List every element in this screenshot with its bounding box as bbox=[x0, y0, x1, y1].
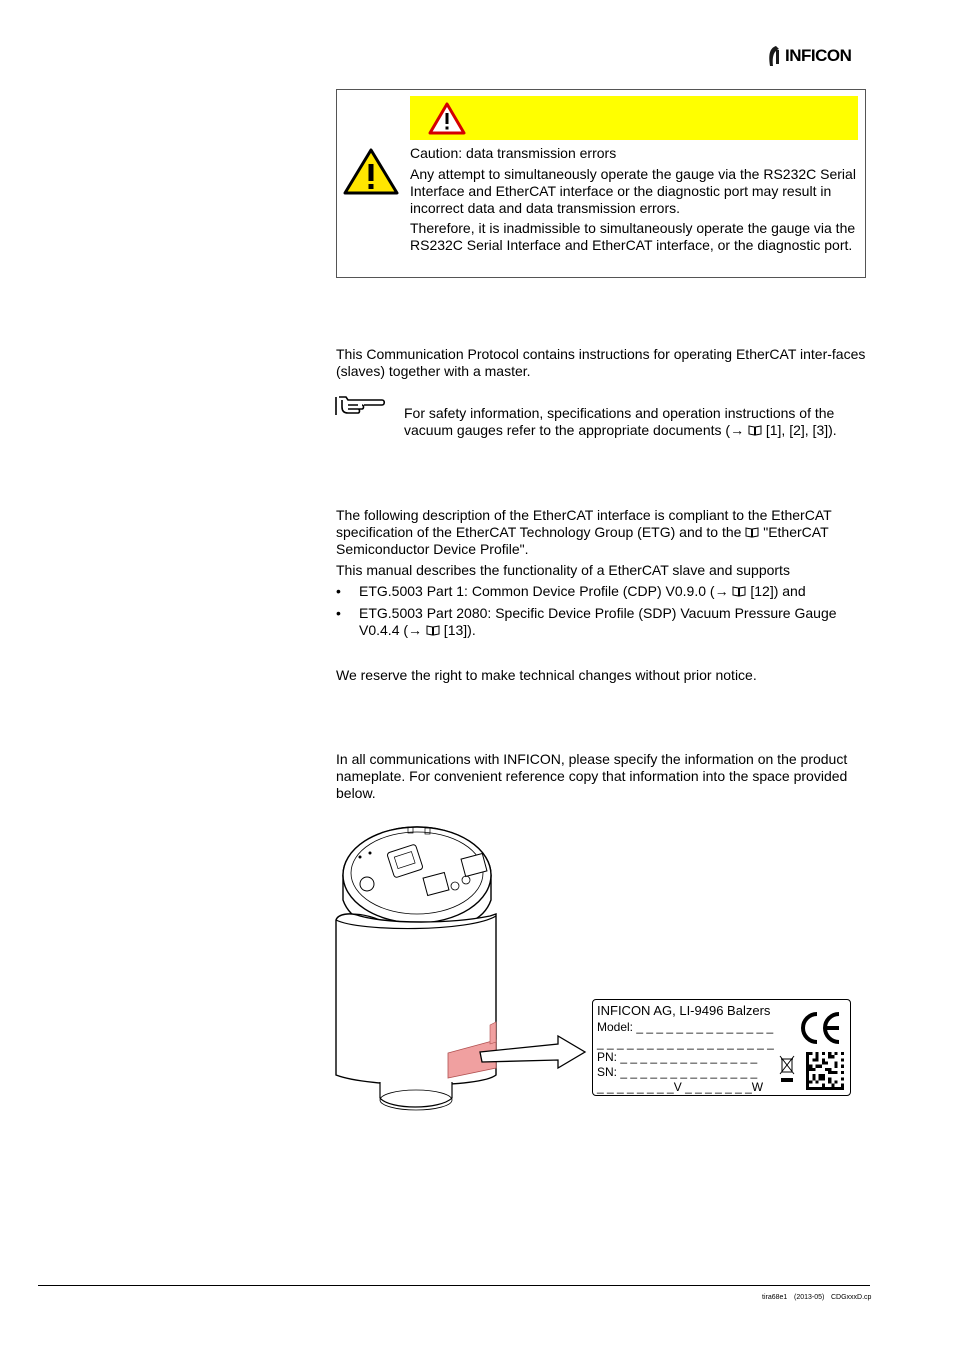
bullet-icon: • bbox=[336, 605, 341, 621]
datamatrix-code-icon bbox=[806, 1052, 844, 1090]
inficon-logo bbox=[766, 44, 851, 68]
inficon-mark-icon bbox=[766, 44, 782, 68]
sn-blank: _ _ _ _ _ _ _ _ _ _ _ _ _ _ bbox=[620, 1065, 758, 1079]
caution-title: Caution: data transmission errors bbox=[410, 145, 617, 161]
nameplate-model-row bbox=[597, 1020, 773, 1034]
book-icon bbox=[745, 527, 759, 538]
caution-banner bbox=[410, 96, 858, 140]
bullet-ref: [13]). bbox=[439, 622, 476, 638]
weee-bin-icon bbox=[779, 1054, 795, 1084]
brand-name: INFICON bbox=[785, 46, 852, 65]
footer-doc-number: tira68e1 bbox=[762, 1294, 788, 1301]
pn-blank: _ _ _ _ _ _ _ _ _ _ _ _ _ _ bbox=[620, 1050, 758, 1064]
nameplate-company: INFICON AG, LI-9496 Balzers bbox=[597, 1003, 771, 1018]
ce-mark-icon bbox=[795, 1008, 845, 1048]
list-item bbox=[336, 583, 866, 600]
bullet-text: ETG.5003 Part 2080: Specific Device Profile (SDP) Vacuum Pressure Gauge V0.4.4 (→ bbox=[359, 605, 837, 638]
warning-triangle-large-icon bbox=[342, 147, 400, 196]
caution-paragraph-1: Any attempt to simultaneously operate the gauge via the RS232C Serial Interface and EtherCAT interface or the diagnostic port may result in incorrect data and data transmission errors. bbox=[410, 166, 856, 216]
compliance-paragraph-2: This manual describes the functionality of a EtherCAT slave and supports bbox=[336, 562, 790, 578]
nameplate-pn-row bbox=[597, 1050, 757, 1064]
pointing-hand-icon bbox=[334, 394, 386, 418]
footer-date: (2013-05) bbox=[794, 1294, 825, 1301]
pn-label: PN: bbox=[597, 1050, 618, 1064]
bullet-ref: [12]) and bbox=[746, 583, 806, 599]
nameplate bbox=[592, 999, 851, 1096]
model-blank-line-2: _ _ _ _ _ _ _ _ _ _ _ _ _ _ _ _ _ _ bbox=[597, 1036, 774, 1050]
safety-note-text: For safety information, specifications and operation instructions of the vacuum gauges refer to the appropriate documents (→ bbox=[404, 405, 835, 438]
compliance-profile: "EtherCAT Semiconductor Device Profile". bbox=[336, 524, 829, 557]
footer-rule bbox=[38, 1285, 870, 1286]
sn-label: SN: bbox=[597, 1065, 618, 1079]
book-icon bbox=[732, 586, 746, 597]
warning-triangle-small-icon bbox=[428, 102, 466, 135]
compliance-paragraph-1 bbox=[336, 507, 866, 558]
safety-note-refs: [1], [2], [3]). bbox=[761, 422, 837, 438]
gauge-illustration bbox=[330, 820, 590, 1120]
nameplate-instructions: In all communications with INFICON, please specify the information on the product nameplate. For convenient reference copy that information into the space provided below. bbox=[336, 751, 848, 801]
bullet-text: ETG.5003 Part 1: Common Device Profile (CDP) V0.9.0 (→ bbox=[359, 583, 733, 599]
book-icon bbox=[426, 625, 440, 636]
bullet-icon: • bbox=[336, 583, 341, 599]
safety-note bbox=[404, 405, 866, 439]
footer-file: CDGxxxD.cp bbox=[831, 1294, 872, 1301]
model-label: Model: bbox=[597, 1020, 634, 1034]
intro-text: This Communication Protocol contains instructions for operating EtherCAT inter-faces (slaves) together with a master. bbox=[336, 346, 866, 379]
book-icon bbox=[748, 425, 762, 436]
changes-notice: We reserve the right to make technical changes without prior notice. bbox=[336, 667, 757, 683]
bullet-list bbox=[336, 583, 866, 639]
model-blank: _ _ _ _ _ _ _ _ _ _ _ _ _ _ bbox=[636, 1020, 774, 1034]
nameplate-voltage-row: _ _ _ _ _ _ _ _V _ _ _ _ _ _ _W bbox=[597, 1080, 764, 1094]
caution-paragraph-2: Therefore, it is inadmissible to simultaneously operate the gauge via the RS232C Serial Interface and EtherCAT interface, or the diagnostic port. bbox=[410, 220, 856, 253]
list-item bbox=[336, 605, 866, 639]
nameplate-sn-row bbox=[597, 1065, 757, 1079]
compliance-text: The following description of the EtherCAT interface is compliant to the EtherCAT specification of the EtherCAT Technology Group (ETG) and to the bbox=[336, 507, 832, 540]
